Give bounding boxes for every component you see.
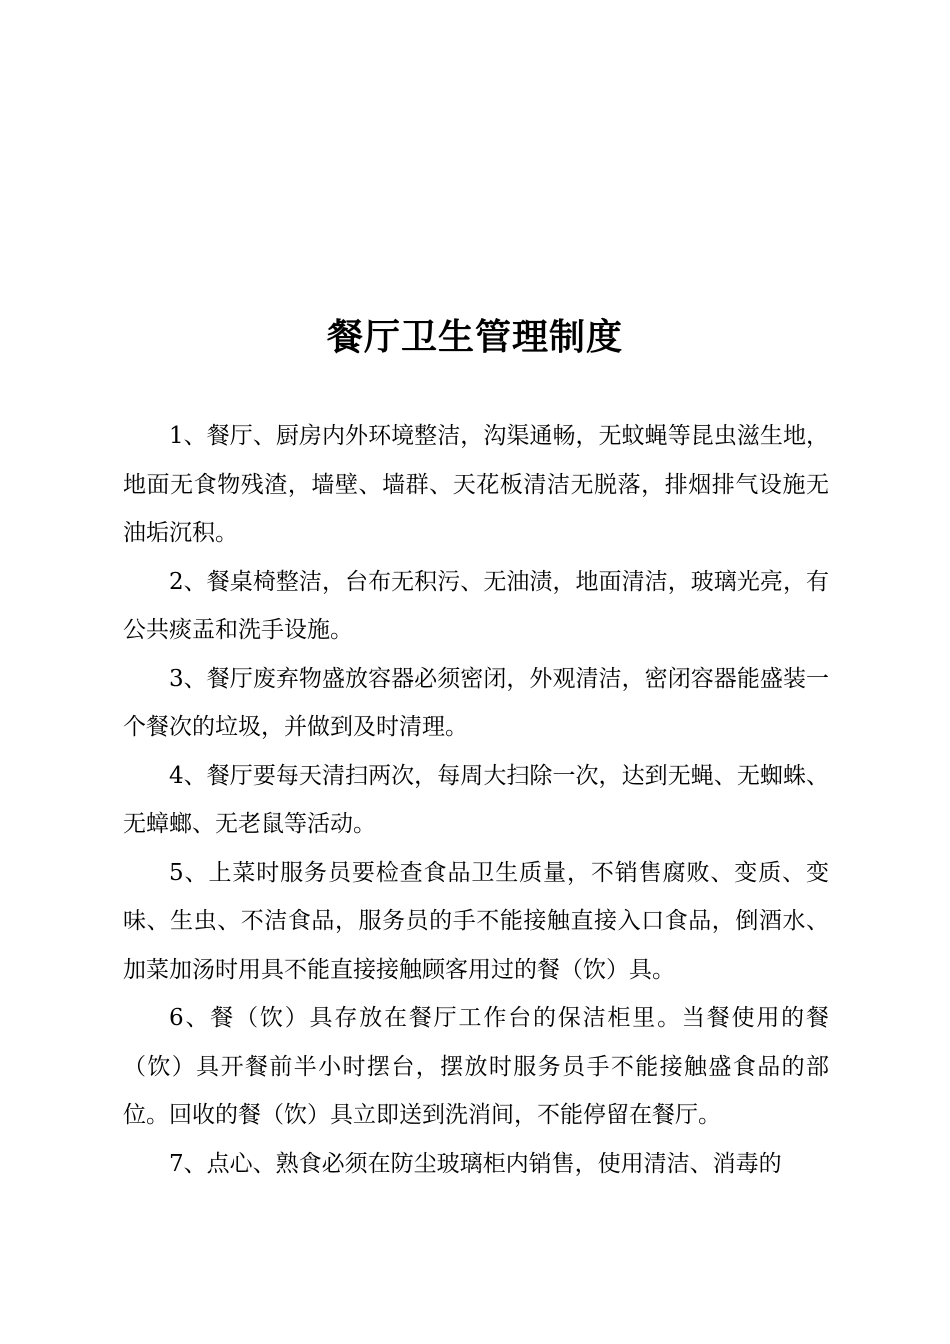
paragraph-1: 1、餐厅、厨房内外环境整洁，沟渠通畅，无蚊蝇等昆虫滋生地，地面无食物残渣，墙壁、墙群、天花板清洁无脱落，排烟排气设施无油垢沉积。 bbox=[123, 423, 829, 546]
paragraph-2: 2、餐桌椅整洁，台布无积污、无油渍，地面清洁，玻璃光亮，有公共痰盂和洗手设施。 bbox=[123, 568, 829, 643]
document-body bbox=[123, 412, 829, 1188]
document-title: 餐厅卫生管理制度 bbox=[326, 317, 623, 358]
paragraph-5: 5、上菜时服务员要检查食品卫生质量，不销售腐败、变质、变味、生虫、不洁食品，服务员的手不能接触直接入口食品，倒酒水、加菜加汤时用具不能直接接触顾客用过的餐（饮）具。 bbox=[123, 859, 829, 983]
paragraph-7: 7、点心、熟食必须在防尘玻璃柜内销售，使用清洁、消毒的 bbox=[169, 1150, 782, 1177]
paragraph-4: 4、餐厅要每天清扫两次，每周大扫除一次，达到无蝇、无蜘蛛、无蟑螂、无老鼠等活动。 bbox=[123, 762, 829, 837]
paragraph-3: 3、餐厅废弃物盛放容器必须密闭，外观清洁，密闭容器能盛装一个餐次的垃圾，并做到及时清理。 bbox=[123, 665, 829, 740]
paragraph-6: 6、餐（饮）具存放在餐厅工作台的保洁柜里。当餐使用的餐（饮）具开餐前半小时摆台，摆放时服务员手不能接触盛食品的部位。回收的餐（饮）具立即送到洗消间，不能停留在餐厅。 bbox=[123, 1005, 829, 1128]
